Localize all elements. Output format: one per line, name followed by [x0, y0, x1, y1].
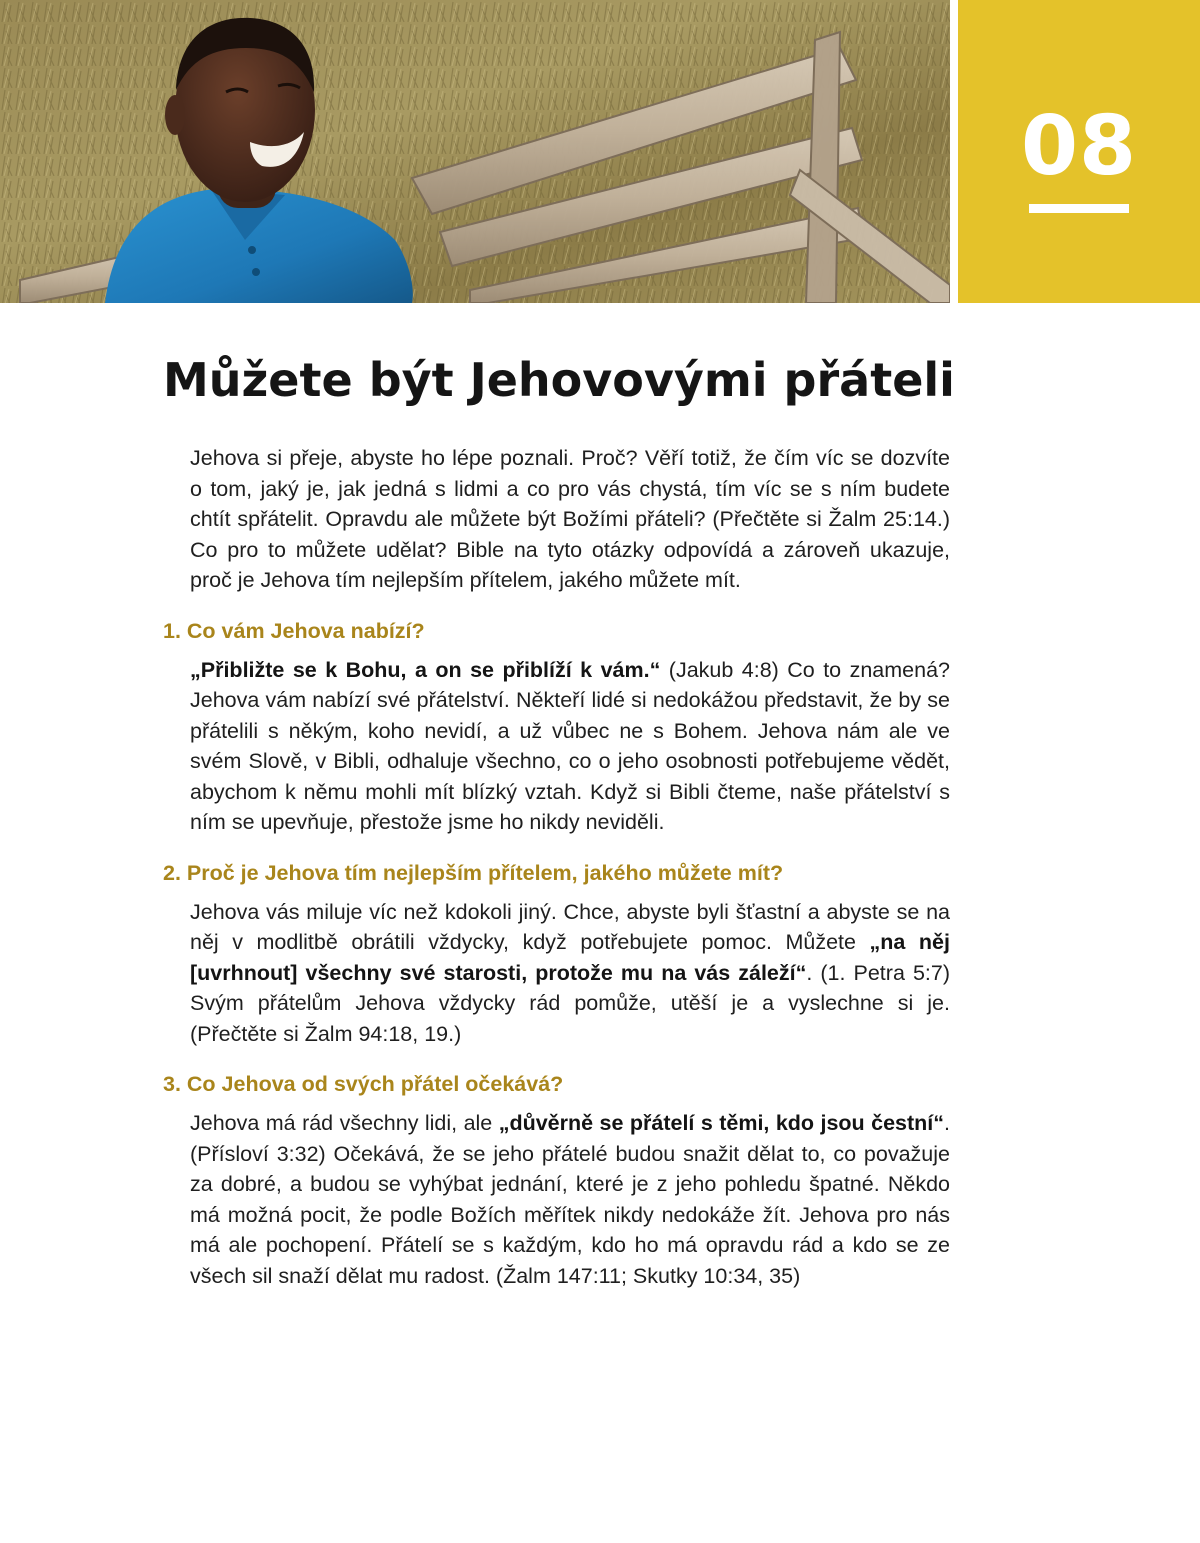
scripture-quote: „Přibližte se k Bohu, a on se přiblíží k vám.“ [190, 657, 661, 682]
answer-3 [190, 1108, 950, 1291]
scripture-quote: „důvěrně se přátelí s těmi, kdo jsou čestní“ [498, 1111, 945, 1135]
answer-text: (Jakub 4:8) Co to znamená? Jehova vám nabízí své přátelství. Někteří lidé si nedokážou představit, že by se přátelili s někým, koho nevidí, a už vůbec ne s Bohem. Jehova nám ale ve svém Slově, v Bibli, odhaluje všechno, co o jeho osobnosti potřebujeme vědět, abychom k němu mohli mít blízký vztah. Když si Bibli čteme, naše přátelství s ním se upevňuje, přestože jsme ho nikdy neviděli. [190, 657, 950, 834]
intro-paragraph: Jehova si přeje, abyste ho lépe poznali. Proč? Věří totiž, že čím víc se dozvíte o tom, jaký je, jak jedná s lidmi a co pro vás chystá, tím víc se s ním budete chtít spřátelit. Opravdu ale můžete být Božími přáteli? (Přečtěte si Žalm 25:14.) Co pro to můžete udělat? Bible na tyto otázky odpovídá a zároveň ukazuje, proč je Jehova tím nejlepším přítelem, jakého můžete mít. [190, 446, 950, 592]
answer-text: . (Přísloví 3:32) Očekává, že se jeho přátelé budou snažit dělat to, co považuje za dobré, a budou se vyhýbat jednání, které je z jeho pohledu špatné. Někdo má možná pocit, že podle Božích měřítek nikdy nedokáže žít. Jehova pro nás má ale pochopení. Přátelí se s každým, kdo ho má opravdu rád a kdo se ze všech sil snaží dělat mu radost. (Žalm 147:11; Skutky 10:34, 35) [190, 1111, 950, 1288]
chapter-underline [1029, 204, 1129, 213]
hero-photo [0, 0, 950, 303]
article-body [163, 443, 950, 1291]
chapter-badge [958, 0, 1200, 303]
question-3: 3. Co Jehova od svých přátel očekává? [163, 1072, 564, 1096]
answer-text: Jehova má rád všechny lidi, ale [190, 1111, 499, 1135]
question-1: 1. Co vám Jehova nabízí? [163, 618, 425, 643]
page-title: Můžete být Jehovovými přáteli [163, 353, 955, 407]
question-2: 2. Proč je Jehova tím nejlepším přítelem, jakého můžete mít? [163, 860, 784, 885]
answer-2 [190, 897, 950, 1050]
chapter-number: 08 [1020, 99, 1138, 194]
scripture-quote: „na něj [uvrhnout] všechny své starosti, protože mu na vás záleží“ [190, 930, 950, 985]
answer-1 [190, 655, 950, 838]
answer-text: . (1. Petra 5:7) Svým přátelům Jehova vždycky rád pomůže, utěší je a vyslechne si je. (Přečtěte si Žalm 94:18, 19.) [190, 960, 950, 1046]
answer-text: Jehova vás miluje víc než kdokoli jiný. Chce, abyste byli šťastní a abyste se na něj v modlitbě obrátili vždycky, když potřebujete pomoc. Můžete [190, 899, 950, 954]
